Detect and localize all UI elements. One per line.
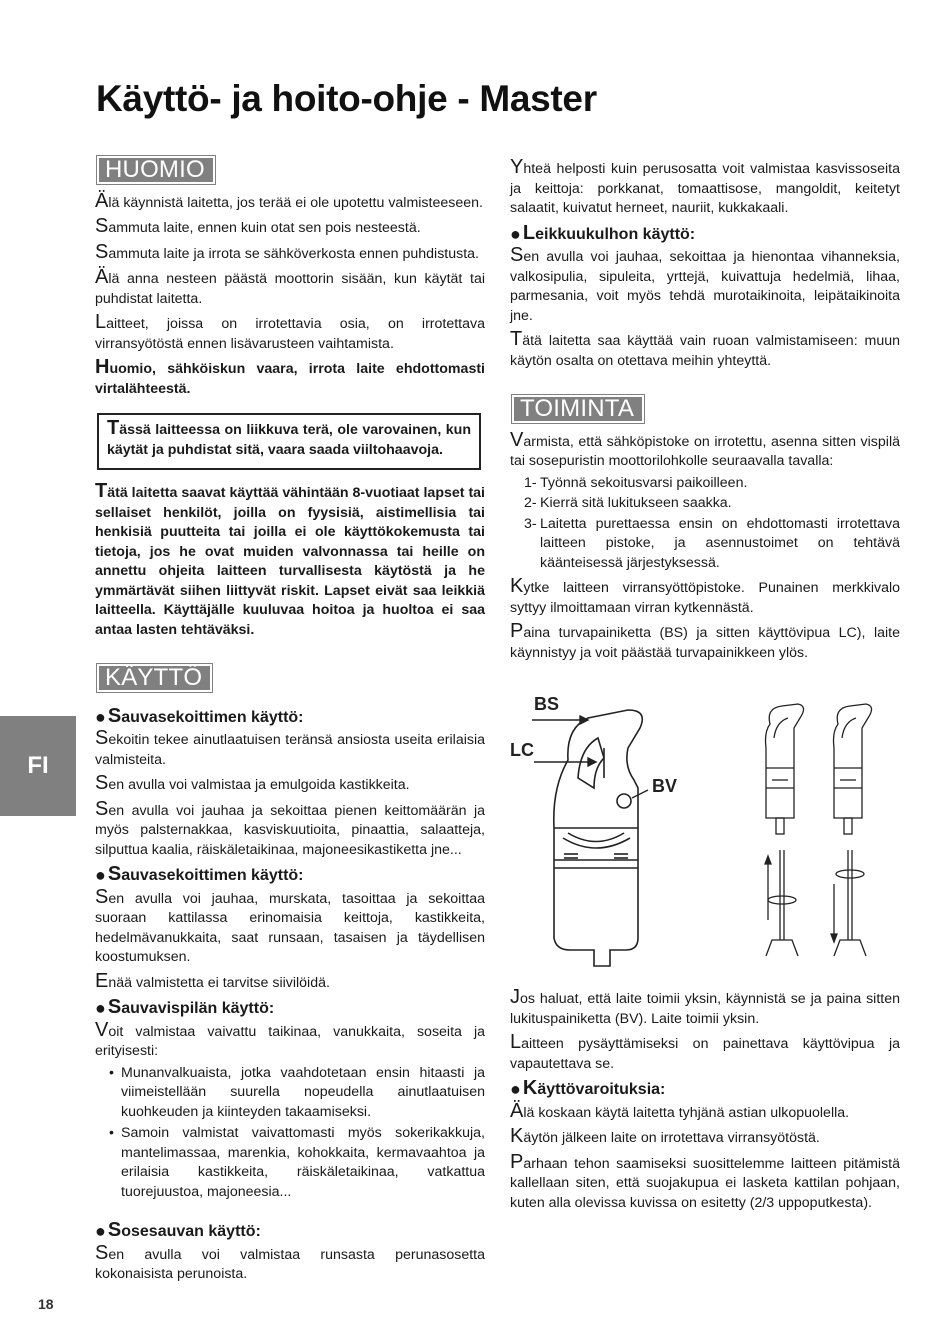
- page-title: Käyttö- ja hoito-ohje - Master: [96, 78, 597, 119]
- page-number: 18: [38, 1296, 54, 1312]
- children-safety-paragraph: Tätä laitetta saavat käyttää vähintään 8-vuotiaat lapset tai sellaiset henkilöt, joilla on fyysisiä, aistimellisia tai henkisiä puutteita tai joilla ei ole käyttökokemusta tai tietoja, jos he ovat muiden valvonnassa tai heille on annettu ohjeita laitteen turvallisesta käytöstä ja he ymmärtävät siihen liittyvät riskit. Lapset eivät saa leikkiä laitteella. Käyttäjälle kuuluvaa hoitoa ja huoltoa ei saa antaa lasten tehtäväksi.: [95, 480, 485, 638]
- subheading: ● Käyttövaroituksia:: [510, 1077, 666, 1099]
- mixer-body: [554, 710, 643, 966]
- paragraph: Sen avulla voi jauhaa ja sekoittaa pienen keittomäärän ja myös palsternakkaa, kasviskuutioita, pinaattia, salaatteja, silputtua kaalia, räiskäletaikinaa, majoneesikastiketta jne...: [95, 797, 485, 858]
- mixer-assembly-left: [765, 704, 804, 956]
- paragraph: Älä käynnistä laitetta, jos terää ei ole upotettu valmisteeseen.: [95, 189, 483, 212]
- paragraph: Paina turvapainiketta (BS) ja sitten käyttövipua LC), laite käynnistyy ja voit päästää turvapainikkeen ylös.: [510, 620, 900, 661]
- mixer-assembly-right: [831, 704, 872, 956]
- paragraph: Sen avulla voi valmistaa ja emulgoida kastikkeita.: [95, 772, 410, 794]
- paragraph: Sammuta laite ja irrota se sähköverkosta ennen puhdistusta.: [95, 240, 479, 263]
- paragraph: Sen avulla voi jauhaa, sekoittaa ja hienontaa vihanneksia, valkosipulia, sipuleita, yrttejä, kuivattuja hedelmiä, lihaa, parmesania, voit myös tehdä murotaikinoita, leipätaikinoita jne.: [510, 244, 900, 324]
- section-heading-toiminta: TOIMINTA: [512, 395, 644, 423]
- blade-warning-box: Tässä laitteessa on liikkuva terä, ole varovainen, kun käytät ja puhdistat sitä, vaara saada viiltohaavoja.: [97, 413, 481, 470]
- subheading: ● Sosesauvan käyttö:: [95, 1219, 261, 1241]
- subheading: ● Sauvasekoittimen käyttö:: [95, 704, 304, 727]
- subheading: ● Sauvavispilän käyttö:: [95, 996, 275, 1018]
- paragraph: Enää valmistetta ei tarvitse siivilöidä.: [95, 969, 330, 992]
- paragraph: Yhteä helposti kuin perusosatta voit valmistaa kasvissoseita ja keittoja: porkkanat, tomaattisose, mangoldit, keitetyt salaatit, kuivatut herneet, nauriit, kukkakaali.: [510, 156, 900, 216]
- paragraph: Älä anna nesteen päästä moottorin sisään, kun käytät tai puhdistat laitetta.: [95, 266, 485, 307]
- paragraph: Sekoitin tekee ainutlaatuisen teränsä ansiosta useita erilaisia valmisteita.: [95, 727, 485, 768]
- right-column-lower: [510, 986, 900, 1219]
- paragraph: Kytke laitteen virransyöttöpistoke. Punainen merkkivalo syttyy ilmoittamaan virran kytkennästä.: [510, 575, 900, 616]
- paragraph: Jos haluat, että laite toimii yksin, käynnistä se ja paina sitten lukituspainiketta (BV). Laite toimii yksin.: [510, 986, 900, 1027]
- steps-list: [510, 474, 900, 574]
- paragraph: Voit valmistaa vaivattu taikinaa, vanukkaita, soseita ja erityisesti:: [95, 1018, 485, 1059]
- paragraph: Käytön jälkeen laite on irrotettava virransyötöstä.: [510, 1125, 820, 1147]
- list-item: 2- Kierrä sitä lukitukseen saakka.: [524, 495, 732, 511]
- label-lc: LC: [510, 740, 534, 760]
- electric-shock-warning: Huomio, sähköiskun vaara, irrota laite ehdottomasti virtalähteestä.: [95, 356, 485, 397]
- language-tab: FI: [0, 716, 76, 816]
- section-heading-huomio: HUOMIO: [97, 156, 215, 184]
- list-item: 1- Työnnä sekoitusvarsi paikoilleen.: [524, 474, 748, 491]
- paragraph: Laitteen pysäyttämiseksi on painettava käyttövipua ja vapautettava se.: [510, 1031, 900, 1072]
- paragraph: Älä koskaan käytä laitetta tyhjänä astian ulkopuolella.: [510, 1099, 850, 1122]
- paragraph: Parhaan tehon saamiseksi suosittelemme laitteen pitämistä kallellaan siten, että suojakupua ei lasketa kattilan pohjaan, kuten alla olevissa kuvissa on esitetty (2/3 uppoputkesta).: [510, 1150, 900, 1211]
- paragraph: Varmista, että sähköpistoke on irrotettu, asenna sitten vispilä tai sosepuristin moottorilohkolle seuraavalla tavalla:: [510, 428, 900, 469]
- paragraph: Sammuta laite, ennen kuin otat sen pois nesteestä.: [95, 215, 421, 237]
- paragraph: Sen avulla voi valmistaa runsasta perunasosetta kokonaisista perunoista.: [95, 1241, 485, 1282]
- label-bs: BS: [534, 694, 560, 714]
- paragraph: Tätä laitetta saa käyttää vain ruoan valmistamiseen: muun käytön osalta on otettava meihin yhteyttä.: [510, 328, 900, 369]
- subheading: ● Sauvasekoittimen käyttö:: [95, 863, 304, 885]
- bullet-list: [95, 1064, 485, 1203]
- list-item: 3- Laitetta purettaessa ensin on ehdottomasti irrotettava laitteen pistoke, ja asennustoimet on tehtävä käänteisessä järjestyksessä.: [524, 515, 900, 571]
- list-item: • Munanvalkuaista, jotka vaahdotetaan ensin hitaasti ja viimeistellään suurella nopeudella ainutlaatuisen kuohkeuden ja kiinteyden takaamiseksi.: [121, 1064, 485, 1123]
- paragraph: Laitteet, joissa on irrotettavia osia, on irrotettava virransyötöstä ennen lisävarusteen vaihtamista.: [95, 311, 485, 352]
- right-column: [510, 156, 900, 669]
- list-item: • Samoin valmistat vaivattomasti myös sokerikakkuja, mantelimassaa, marenkia, kohokkaita, kermavaahtoa ja erilaisia kastikkeita, räiskäletaikinaa, vatkattua tuorejuustoa, majoneesia...: [121, 1124, 485, 1202]
- subheading: ● Leikkuukulhon käyttö:: [510, 221, 696, 244]
- label-bv: BV: [652, 776, 678, 796]
- mixer-diagram: [508, 688, 908, 978]
- section-heading-kaytto: KÄYTTÖ: [97, 664, 212, 692]
- left-column: [95, 152, 485, 1291]
- paragraph: Sen avulla voi jauhaa, murskata, tasoittaa ja sekoittaa suoraan kattilassa erinomaisia keittoja, kastikkeita, hedelmävanukkaita, saat runsaan, tasaisen ja täydellisen koostumuksen.: [95, 885, 485, 965]
